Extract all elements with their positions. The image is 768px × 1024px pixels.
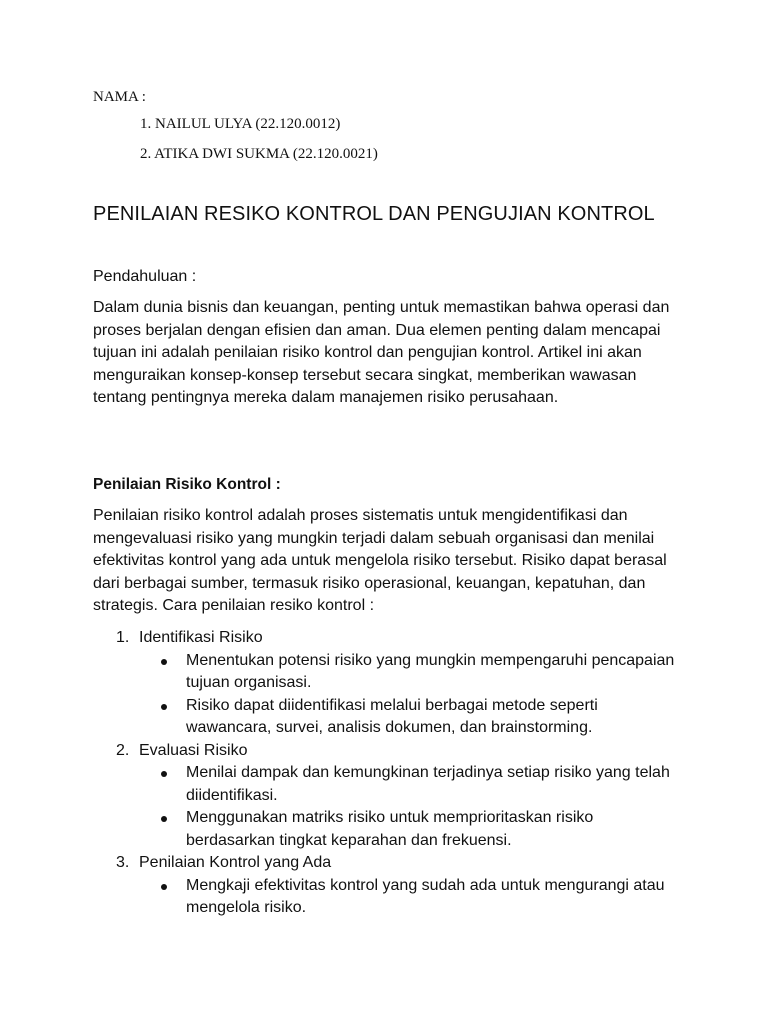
bullet-item [139,650,683,695]
step-label: Identifikasi Risiko [139,629,263,646]
bullet-text: Risiko dapat diidentifikasi melalui berbagai metode seperti wawancara, survei, analisis dokumen, dan brainstorming. [186,696,598,736]
nama-label: NAMA : [93,89,146,105]
section-heading: Penilaian Risiko Kontrol : [93,476,281,493]
bullet-text: Menilai dampak dan kemungkinan terjadinya setiap risiko yang telah diidentifikasi. [186,764,670,804]
bullet-list [139,875,683,920]
bullet-list [139,650,683,740]
bullet-dot-icon [161,771,167,777]
steps-list [93,627,683,920]
bullet-item [139,875,683,920]
bullet-text: Menentukan potensi risiko yang mungkin mempengaruhi pencapaian tujuan organisasi. [186,651,675,691]
step-item [93,740,683,853]
author-item: 2. ATIKA DWI SUKMA (22.120.0021) [140,146,378,162]
bullet-text: Mengkaji efektivitas kontrol yang sudah ada untuk mengurangi atau mengelola risiko. [186,876,665,916]
author-list [140,115,378,175]
step-number: 3. [116,854,130,871]
bullet-item [139,695,683,740]
bullet-dot-icon [161,884,167,890]
bullet-dot-icon [161,816,167,822]
bullet-dot-icon [161,704,167,710]
bullet-item [139,762,683,807]
intro-paragraph: Dalam dunia bisnis dan keuangan, penting untuk memastikan bahwa operasi dan proses berjalan dengan efisien dan aman. Dua elemen penting dalam mencapai tujuan ini adalah penilaian risiko kontrol dan pengujian kontrol. Artikel ini akan menguraikan konsep-konsep tersebut secara singkat, memberikan wawasan tentang pentingnya mereka dalam manajemen risiko perusahaan. [93,299,670,406]
step-label: Penilaian Kontrol yang Ada [139,854,332,871]
section-paragraph: Penilaian risiko kontrol adalah proses sistematis untuk mengidentifikasi dan mengevaluasi risiko yang mungkin terjadi dalam sebuah organisasi dan menilai efektivitas kontrol yang ada untuk mengelola risiko tersebut. Risiko dapat berasal dari berbagai sumber, termasuk risiko operasional, keuangan, kepatuhan, dan strategis. Cara penilaian resiko kontrol : [93,507,667,614]
bullet-dot-icon [161,659,167,665]
intro-label: Pendahuluan : [93,268,197,285]
bullet-text: Menggunakan matriks risiko untuk memprioritaskan risiko berdasarkan tingkat keparahan dan frekuensi. [186,809,594,849]
step-number: 1. [116,629,130,646]
document-title: PENILAIAN RESIKO KONTROL DAN PENGUJIAN KONTROL [93,203,655,225]
bullet-list [139,762,683,852]
step-number: 2. [116,741,130,759]
author-item: 1. NAILUL ULYA (22.120.0012) [140,116,341,132]
step-label: Evaluasi Risiko [139,741,248,759]
step-item [93,627,683,740]
step-item [93,852,683,920]
bullet-item [139,807,683,852]
